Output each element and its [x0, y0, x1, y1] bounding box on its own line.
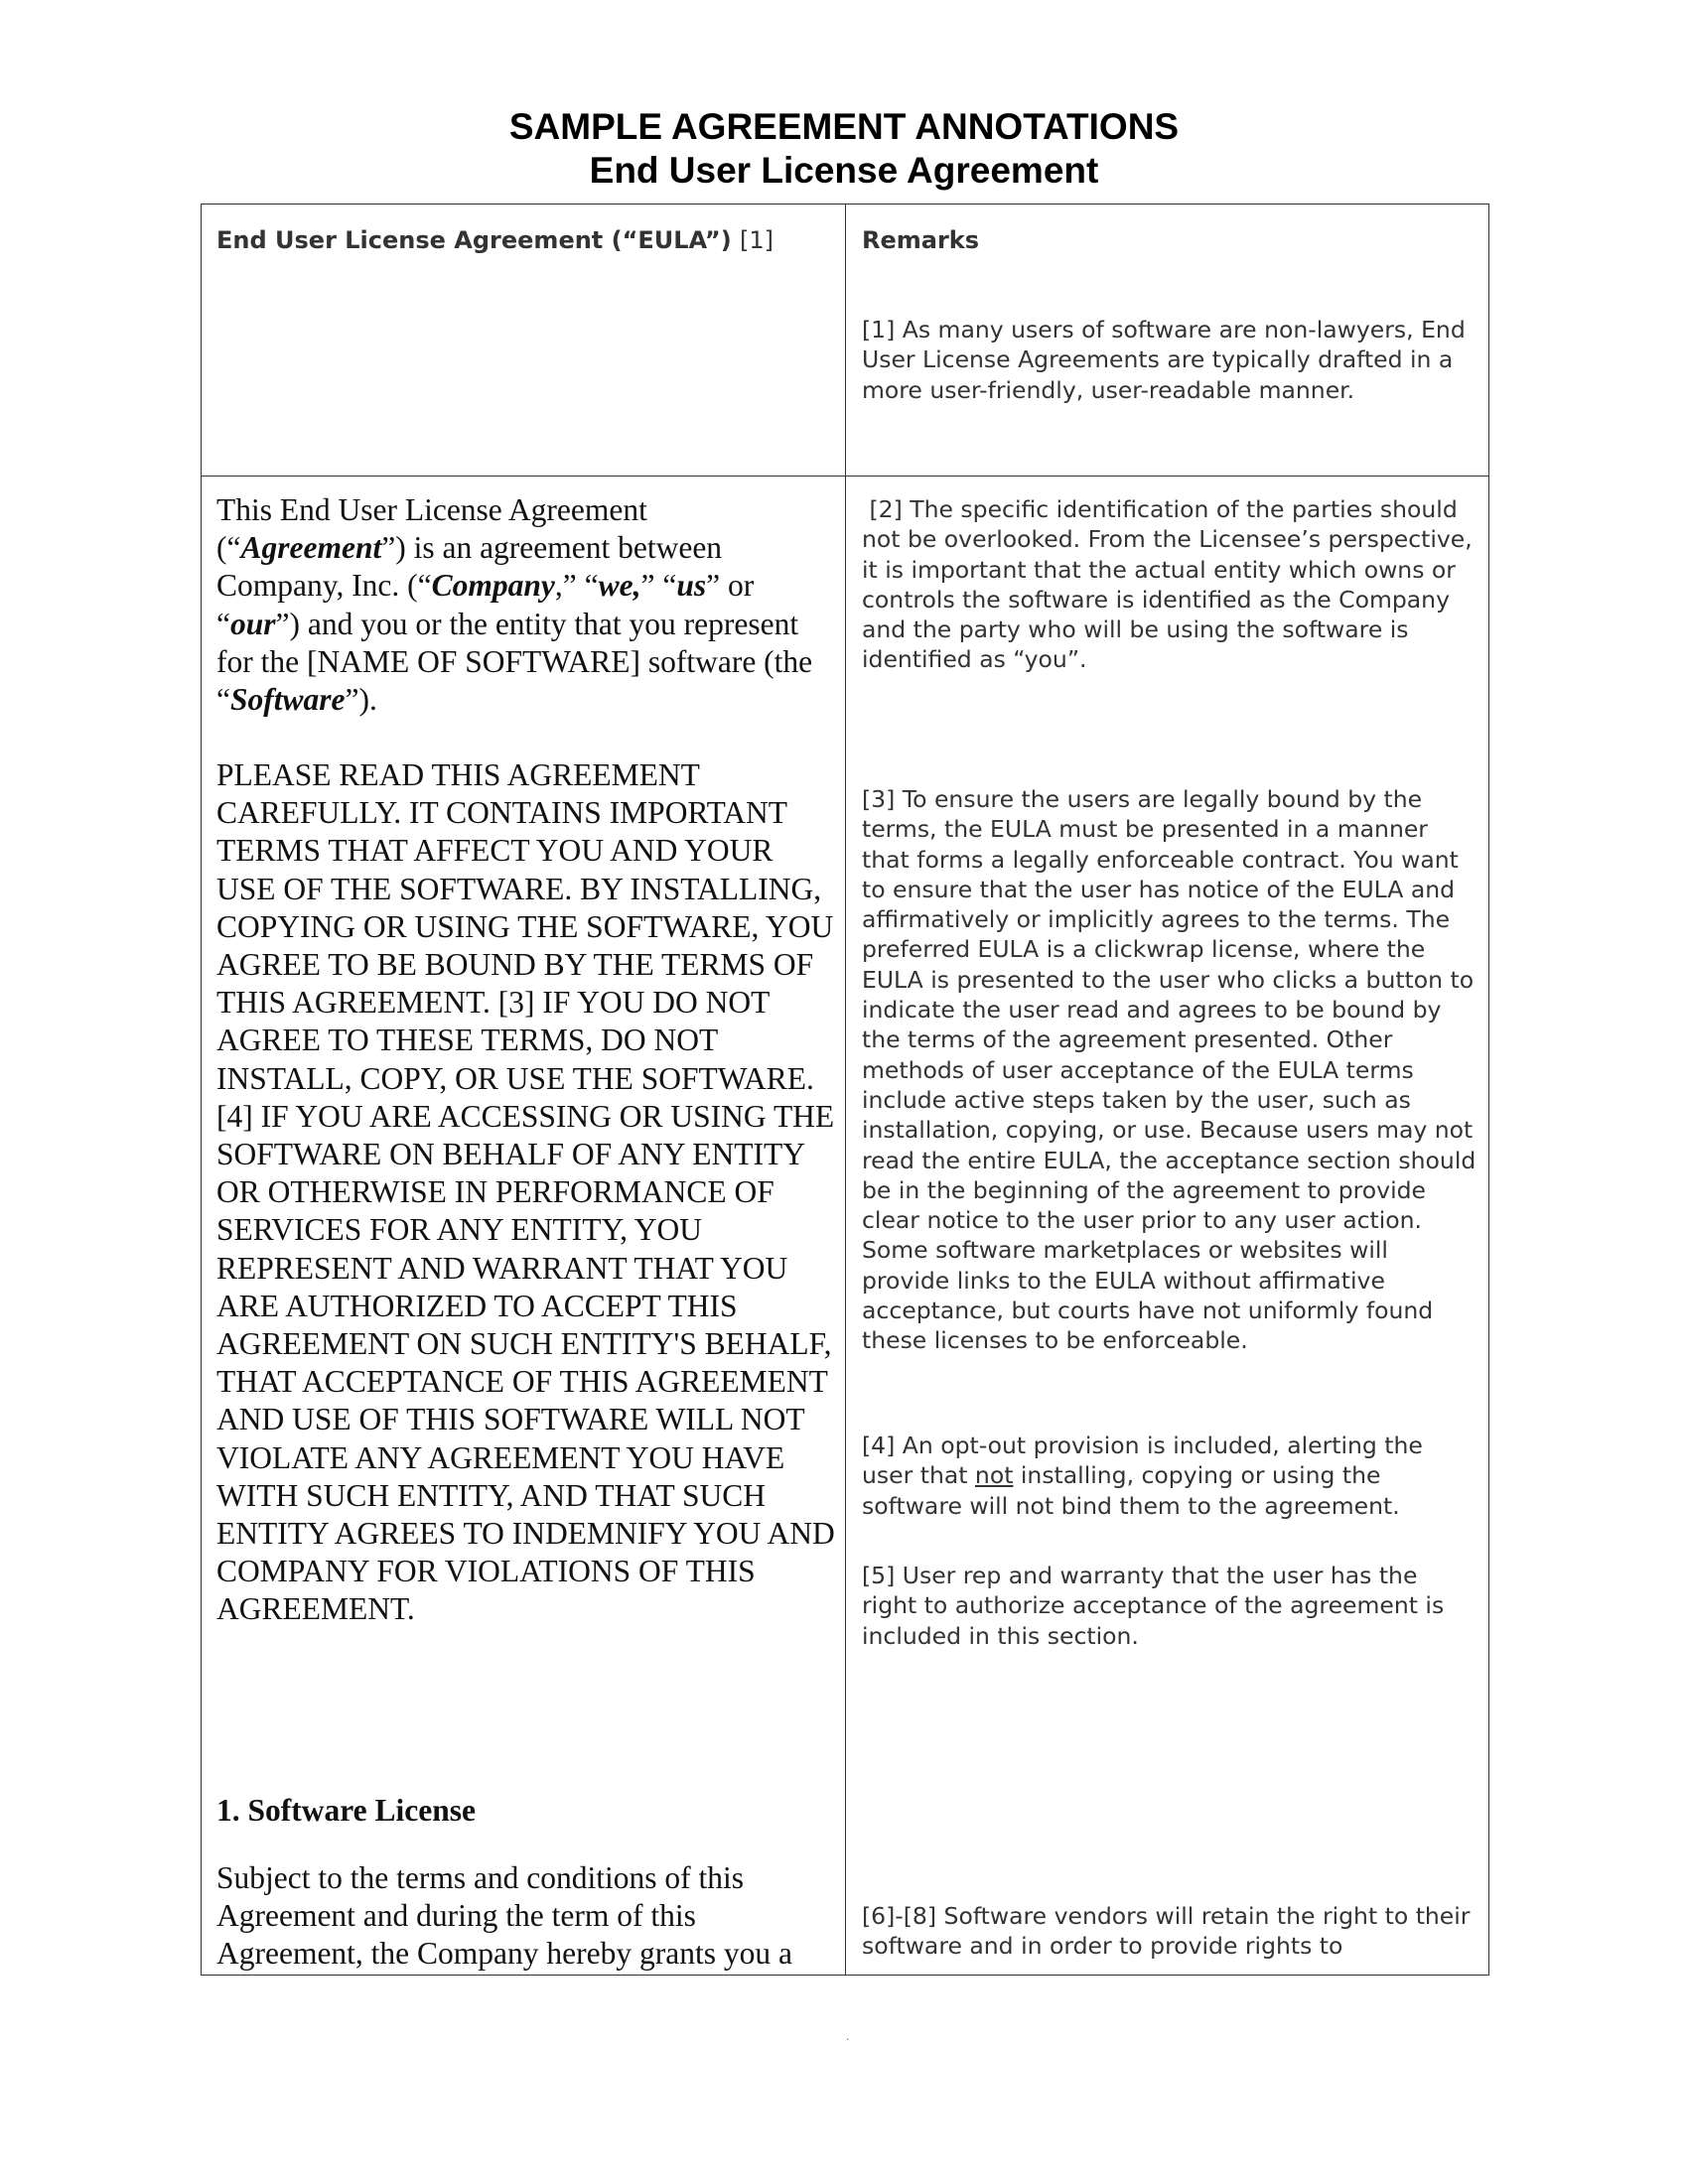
remark-5: [5] User rep and warranty that the user has the right to authorize acceptance of the agreement is included in this section.: [862, 1562, 1445, 1650]
remark-2: [2] The specific identification of the parties should not be overlooked. From the Licensee’s perspective, it is important that the actual entity which owns or controls the software is identified as the Company and the party who will be using the software is identified as “you”.: [862, 495, 1480, 674]
intro-text: ”).: [345, 682, 377, 718]
section-1-heading: 1. Software License: [216, 1793, 476, 1828]
remark-4-underlined: not: [974, 1461, 1014, 1490]
intro-paragraph: [216, 491, 837, 719]
defined-term-us: us: [676, 568, 707, 604]
left-column-header: [216, 225, 774, 255]
intro-text: ” or “: [216, 568, 755, 641]
defined-term-agreement: Agreement: [240, 530, 382, 566]
defined-term-software: Software: [229, 682, 346, 718]
remark-3: [3] To ensure the users are legally bound by the terms, the EULA must be presented in a manner that forms a legally enforceable contract. You want to ensure that the user has notice of the EULA and affirmatively or implicitly agrees to the terms. The preferred EULA is a clickwrap license, where the EULA is presented to the user who clicks a button to indicate the user read and agrees to be bound by the terms of the agreement presented. Other methods of user acceptance of the EULA terms include active steps taken by the user, such as installation, copying, or use. Because users may not read the entire EULA, the acceptance section should be in the beginning of the agreement to provide clear notice to the user prior to any user action. Some software marketplaces or websites will provide links to the EULA without affirmative acceptance, but courts have not uniformly found these licenses to be enforceable.: [862, 785, 1477, 1355]
defined-term-our: our: [229, 606, 276, 641]
intro-text: ,” “: [554, 568, 599, 604]
left-header-ref: [1]: [740, 226, 774, 254]
defined-term-we: we,: [598, 568, 641, 604]
column-divider: [845, 205, 846, 1975]
section-1-text: Subject to the terms and conditions of this Agreement and during the term of this Agreement, the Company hereby grants you a: [216, 1860, 792, 1972]
remark-6-8: [6]-[8] Software vendors will retain the right to their software and in order to provide rights to: [862, 1902, 1471, 1961]
right-column-header: Remarks: [862, 226, 980, 254]
remark-4-after: installing, copying or using the software will not bind them to the agreement.: [862, 1461, 1400, 1520]
acceptance-notice: PLEASE READ THIS AGREEMENT CAREFULLY. IT CONTAINS IMPORTANT TERMS THAT AFFECT YOU AND YOUR USE OF THE SOFTWARE. BY INSTALLING, COPYING OR USING THE SOFTWARE, YOU AGREE TO BE BOUND BY THE TERMS OF THIS AGREEMENT. [3] IF YOU DO NOT AGREE TO THESE TERMS, DO NOT INSTALL, COPY, OR USE THE SOFTWARE. [4] IF YOU ARE ACCESSING OR USING THE SOFTWARE ON BEHALF OF ANY ENTITY OR OTHERWISE IN PERFORMANCE OF SERVICES FOR ANY ENTITY, YOU REPRESENT AND WARRANT THAT YOU ARE AUTHORIZED TO ACCEPT THIS AGREEMENT ON SUCH ENTITY'S BEHALF, THAT ACCEPTANCE OF THIS AGREEMENT AND USE OF THIS SOFTWARE WILL NOT VIOLATE ANY AGREEMENT YOU HAVE WITH SUCH ENTITY, AND THAT SUCH ENTITY AGREES TO INDEMNIFY YOU AND COMPANY FOR VIOLATIONS OF THIS AGREEMENT.: [216, 757, 835, 1627]
intro-text: This End User License Agreement (“: [216, 492, 647, 566]
left-header-text: End User License Agreement (“EULA”): [216, 226, 732, 254]
intro-text: ”) and you or the entity that you represent for the [NAME OF SOFTWARE] software (the “: [216, 606, 813, 718]
annotation-table: [201, 204, 1489, 1976]
remark-4: [862, 1431, 1477, 1521]
remark-1: [1] As many users of software are non-lawyers, End User License Agreements are typically drafted in a more user-friendly, user-readable manner.: [862, 316, 1466, 404]
defined-term-company: Company: [431, 568, 555, 604]
footer-mark: .: [846, 2029, 850, 2043]
document-title: SAMPLE AGREEMENT ANNOTATIONS: [508, 106, 1180, 147]
document-subtitle: End User License Agreement: [589, 150, 1099, 191]
intro-text: ” “: [640, 568, 677, 604]
intro-text: ”) is an agreement between Company, Inc. (“: [216, 530, 723, 604]
header-row-divider: [202, 476, 1488, 477]
remark-4-before: [4] An opt-out provision is included, alerting the user that: [862, 1432, 1423, 1490]
